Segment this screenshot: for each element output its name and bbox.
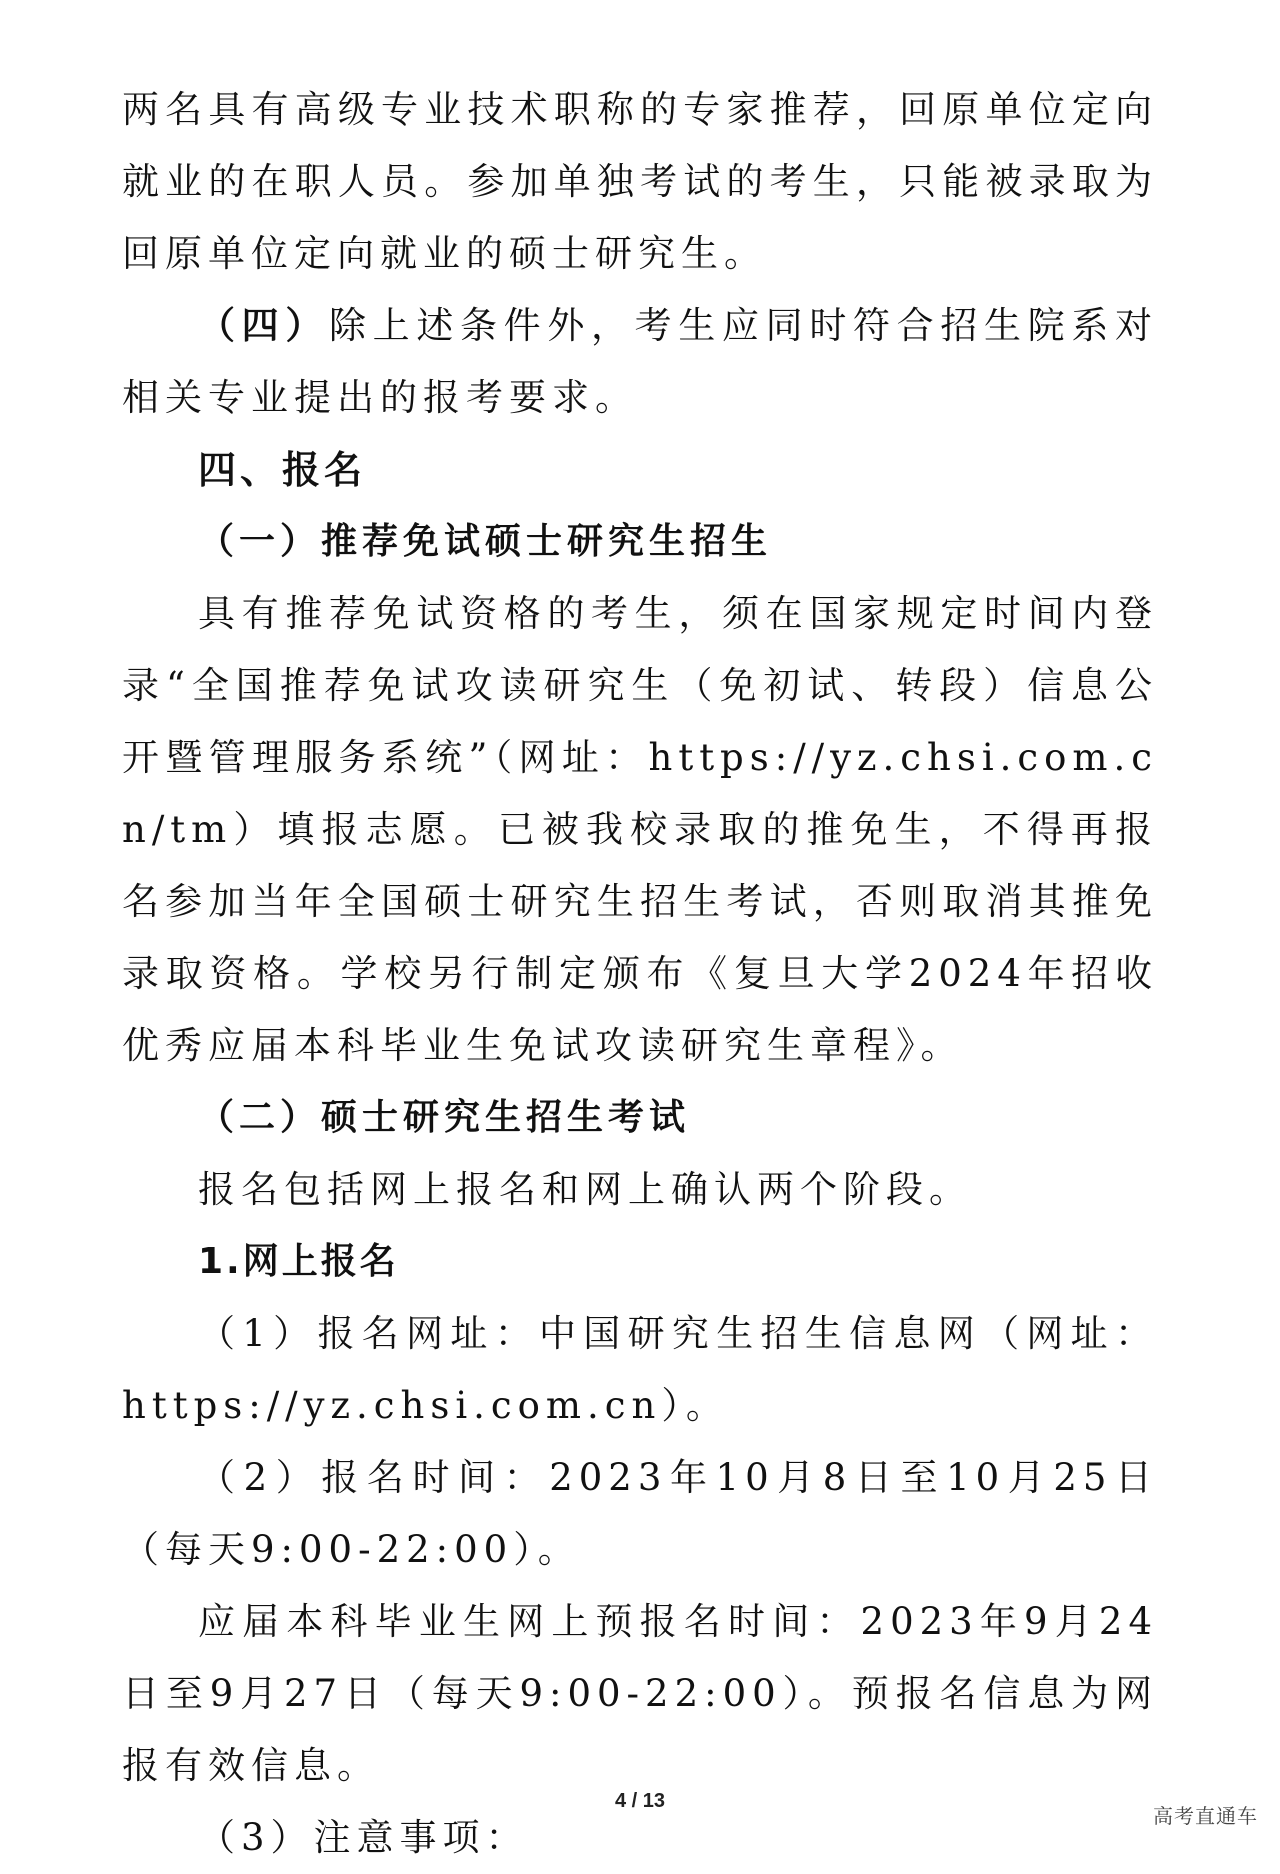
section-heading-registration: 四、报名 bbox=[198, 448, 367, 492]
paragraph-exam-intro: 报名包括网上报名和网上确认两个阶段。 bbox=[198, 1168, 972, 1211]
paragraph-registration-time: （2）报名时间：2023年10月8日至10月25日（每天9:00-22:00）。 bbox=[122, 1456, 1158, 1571]
page-number: 4 / 13 bbox=[614, 1790, 666, 1812]
paragraph-continued: 两名具有高级专业技术职称的专家推荐，回原单位定向就业的在职人员。参加单独考试的考生，只能被录取为回原单位定向就业的硕士研究生。 bbox=[122, 88, 1158, 275]
paragraph-recommended: 具有推荐免试资格的考生，须在国家规定时间内登录“全国推荐免试攻读研究生（免初试、转段）信息公开暨管理服务系统”（网址：https://yz.chsi.com.cn/tm）填报志愿。已被我校录取的推免生，不得再报名参加当年全国硕士研究生招生考试，否则取消其推免录取资格。学校另行制定颁布《复旦大学2024年招收优秀应届本科毕业生免试攻读研究生章程》。 bbox=[122, 592, 1158, 1067]
paragraph-pre-registration: 应届本科毕业生网上预报名时间：2023年9月24日至9月27日（每天9:00-22:00）。预报名信息为网报有效信息。 bbox=[122, 1600, 1158, 1787]
condition-4-label: （四） bbox=[198, 304, 329, 347]
paragraph-notes: （3）注意事项： bbox=[198, 1816, 529, 1859]
subsection-heading-recommended: （一）推荐免试硕士研究生招生 bbox=[198, 521, 773, 562]
document-body bbox=[122, 74, 1158, 1874]
paragraph-condition-4 bbox=[122, 290, 1158, 434]
paragraph-registration-url: （1）报名网址：中国研究生招生信息网（网址：https://yz.chsi.com.cn）。 bbox=[122, 1312, 1158, 1427]
item-heading-online-registration: 1.网上报名 bbox=[198, 1241, 399, 1282]
subsection-heading-exam: （二）硕士研究生招生考试 bbox=[198, 1097, 691, 1138]
condition-4-text: 除上述条件外，考生应同时符合招生院系对相关专业提出的报考要求。 bbox=[122, 304, 1158, 419]
watermark-text: 高考直通车 bbox=[1153, 1804, 1258, 1828]
